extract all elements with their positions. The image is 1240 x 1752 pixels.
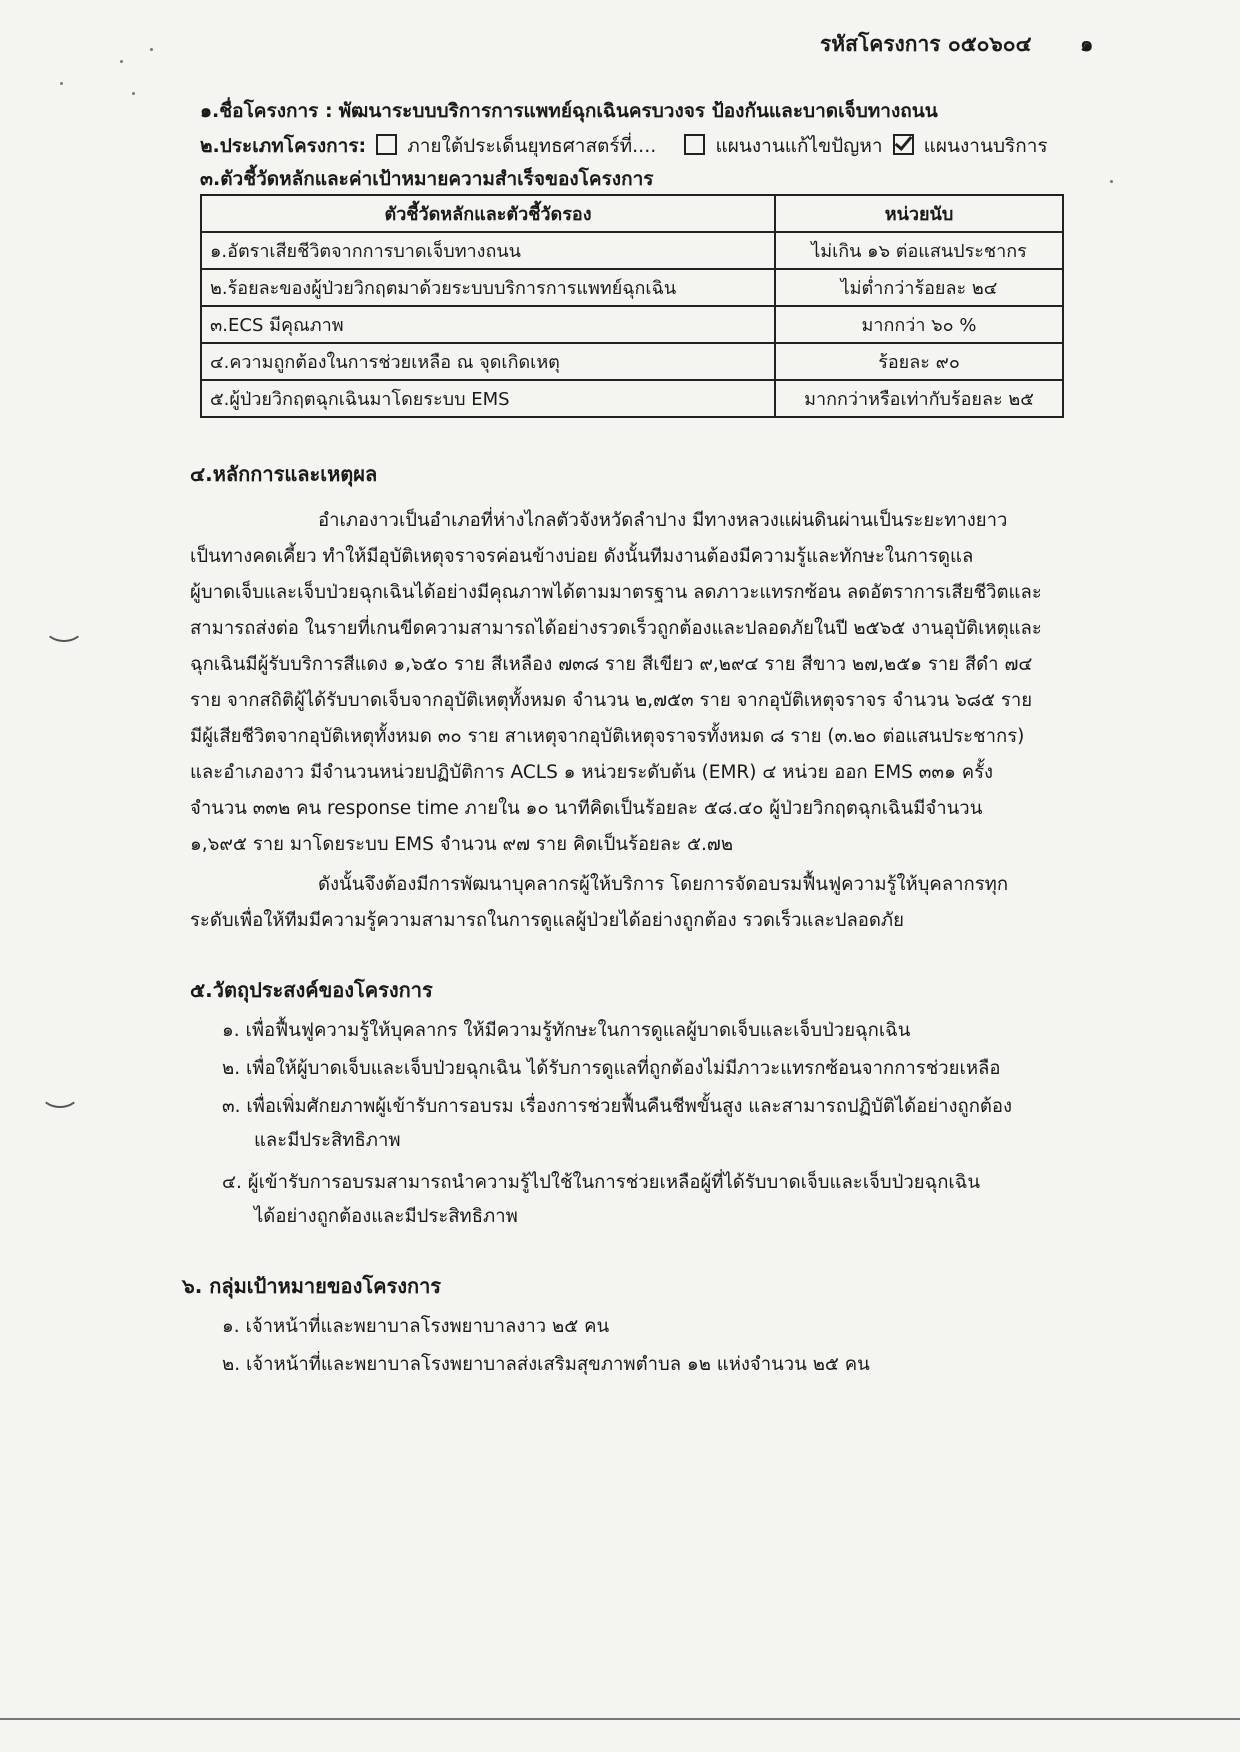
option-service: แผนงานบริการ: [923, 135, 1048, 157]
rationale-line: และอำเภองาว มีจำนวนหน่วยปฏิบัติการ ACLS ๑ หน่วยระดับต้น (EMR) ๔ หน่วย ออก EMS ๓๓๑ ครั้ง: [190, 762, 994, 783]
page-bottom-edge: [0, 1718, 1240, 1720]
kpi-indicator: ๔.ความถูกต้องในการช่วยเหลือ ณ จุดเกิดเหตุ: [201, 343, 775, 380]
table-row: [201, 380, 1063, 417]
rationale-title: ๔.หลักการและเหตุผล: [190, 462, 378, 486]
scan-hole-mark: [44, 612, 84, 642]
table-row: [201, 343, 1063, 380]
checkbox-strategic[interactable]: [376, 134, 397, 155]
table-row: [201, 232, 1063, 269]
scan-speck: [150, 48, 153, 51]
kpi-indicator: ๒.ร้อยละของผู้ป่วยวิกฤตมาด้วยระบบบริการการแพทย์ฉุกเฉิน: [201, 269, 775, 306]
project-code: รหัสโครงการ ๐๕๐๖๐๔: [820, 32, 1032, 56]
kpi-indicator: ๕.ผู้ป่วยวิกฤตฉุกเฉินมาโดยระบบ EMS: [201, 380, 775, 417]
target-group-title: ๖. กลุ่มเป้าหมายของโครงการ: [182, 1274, 442, 1298]
option-strategic: ภายใต้ประเด็นยุทธศาสตร์ที่....: [407, 135, 657, 157]
rationale-line: เป็นทางคดเคี้ยว ทำให้มีอุบัติเหตุจราจรค่อนข้างบ่อย ดังนั้นทีมงานต้องมีความรู้และทักษะในการดูแล: [190, 546, 974, 567]
kpi-col-unit: หน่วยนับ: [775, 195, 1063, 232]
kpi-unit: มากกว่าหรือเท่ากับร้อยละ ๒๕: [775, 380, 1063, 417]
project-name-label: ๑.ชื่อโครงการ :: [200, 100, 333, 122]
objective-item: ๑. เพื่อฟื้นฟูความรู้ให้บุคลากร ให้มีความรู้ทักษะในการดูแลผู้บาดเจ็บและเจ็บป่วยฉุกเฉิน: [222, 1020, 911, 1041]
rationale-line: ราย จากสถิติผู้ได้รับบาดเจ็บจากอุบัติเหตุทั้งหมด จำนวน ๒,๗๕๓ ราย จากอุบัติเหตุจราจร จำนวน ๖๘๕ ราย: [190, 690, 1033, 711]
rationale-line: จำนวน ๓๓๒ คน response time ภายใน ๑๐ นาทีคิดเป็นร้อยละ ๕๘.๔๐ ผู้ป่วยวิกฤตฉุกเฉินมีจำนวน: [190, 798, 983, 819]
rationale-line: มีผู้เสียชีวิตจากอุบัติเหตุทั้งหมด ๓๐ ราย สาเหตุจากอุบัติเหตุจราจรทั้งหมด ๘ ราย (๓.๒๐ ต่อแสนประชากร): [190, 726, 1025, 747]
kpi-unit: มากกว่า ๖๐ %: [775, 306, 1063, 343]
scan-speck: [1110, 180, 1113, 183]
kpi-indicator: ๑.อัตราเสียชีวิตจากการบาดเจ็บทางถนน: [201, 232, 775, 269]
kpi-unit: ไม่ต่ำกว่าร้อยละ ๒๔: [775, 269, 1063, 306]
project-type-line: [200, 131, 1048, 161]
target-group-item: ๒. เจ้าหน้าที่และพยาบาลโรงพยาบาลส่งเสริมสุขภาพตำบล ๑๒ แห่งจำนวน ๒๕ คน: [222, 1354, 870, 1375]
rationale-line: ฉุกเฉินมีผู้รับบริการสีแดง ๑,๖๕๐ ราย สีเหลือง ๗๓๘ ราย สีเขียว ๙,๒๙๔ ราย สีขาว ๒๗,๒๕๑ ราย สีดำ ๗๔: [190, 654, 1033, 675]
scan-hole-mark: [40, 1078, 80, 1108]
kpi-section-title: ๓.ตัวชี้วัดหลักและค่าเป้าหมายความสำเร็จของโครงการ: [200, 168, 654, 190]
project-name-value: พัฒนาระบบบริการการแพทย์ฉุกเฉินครบวงจร ป้องกันและบาดเจ็บทางถนน: [338, 100, 938, 122]
option-problem-solving: แผนงานแก้ไขปัญหา: [715, 135, 883, 157]
rationale-line: สามารถส่งต่อ ในรายที่เกนขีดความสามารถได้อย่างรวดเร็วถูกต้องและปลอดภัยในปี ๒๕๖๕ งานอุบัติเหตุและ: [190, 618, 1042, 639]
kpi-unit: ไม่เกิน ๑๖ ต่อแสนประชากร: [775, 232, 1063, 269]
checkbox-service[interactable]: [893, 134, 914, 155]
objective-item-continued: ได้อย่างถูกต้องและมีประสิทธิภาพ: [254, 1206, 518, 1227]
table-row: [201, 269, 1063, 306]
scan-speck: [132, 92, 135, 95]
page-number: ๑: [1080, 32, 1094, 56]
project-type-label: ๒.ประเภทโครงการ:: [200, 135, 367, 157]
kpi-unit: ร้อยละ ๙๐: [775, 343, 1063, 380]
checkbox-problem-solving[interactable]: [684, 134, 705, 155]
scan-speck: [120, 60, 123, 63]
project-name-line: [200, 96, 938, 126]
rationale-line: ผู้บาดเจ็บและเจ็บป่วยฉุกเฉินได้อย่างมีคุณภาพได้ตามมาตรฐาน ลดภาวะแทรกซ้อน ลดอัตราการเสียชีวิตและ: [190, 582, 1042, 603]
kpi-col-indicator: ตัวชี้วัดหลักและตัวชี้วัดรอง: [201, 195, 775, 232]
rationale-line: ดังนั้นจึงต้องมีการพัฒนาบุคลากรผู้ให้บริการ โดยการจัดอบรมฟื้นฟูความรู้ให้บุคลากรทุก: [318, 874, 1009, 895]
rationale-line: ระดับเพื่อให้ทีมมีความรู้ความสามารถในการดูแลผู้ป่วยได้อย่างถูกต้อง รวดเร็วและปลอดภัย: [190, 910, 904, 931]
objective-item: ๔. ผู้เข้ารับการอบรมสามารถนำความรู้ไปใช้ในการช่วยเหลือผู้ที่ได้รับบาดเจ็บและเจ็บป่วยฉุกเฉิน: [222, 1172, 980, 1193]
objective-item: ๒. เพื่อให้ผู้บาดเจ็บและเจ็บป่วยฉุกเฉิน ได้รับการดูแลที่ถูกต้องไม่มีภาวะแทรกซ้อนจากการช่วยเหลือ: [222, 1058, 1001, 1079]
kpi-indicator: ๓.ECS มีคุณภาพ: [201, 306, 775, 343]
rationale-line: ๑,๖๙๕ ราย มาโดยระบบ EMS จำนวน ๙๗ ราย คิดเป็นร้อยละ ๕.๗๒: [190, 834, 734, 855]
objective-item: ๓. เพื่อเพิ่มศักยภาพผู้เข้ารับการอบรม เรื่องการช่วยฟื้นคืนชีพขั้นสูง และสามารถปฏิบัติได้อย่างถูกต้อง: [222, 1096, 1013, 1117]
objective-item-continued: และมีประสิทธิภาพ: [254, 1130, 401, 1151]
rationale-line: อำเภองาวเป็นอำเภอที่ห่างไกลตัวจังหวัดลำปาง มีทางหลวงแผ่นดินผ่านเป็นระยะทางยาว: [318, 510, 1008, 531]
target-group-item: ๑. เจ้าหน้าที่และพยาบาลโรงพยาบาลงาว ๒๕ คน: [222, 1316, 610, 1337]
scan-speck: [60, 82, 63, 85]
objectives-title: ๕.วัตถุประสงค์ของโครงการ: [190, 978, 433, 1002]
kpi-table: [200, 194, 1064, 418]
kpi-table-header: [201, 195, 1063, 232]
table-row: [201, 306, 1063, 343]
